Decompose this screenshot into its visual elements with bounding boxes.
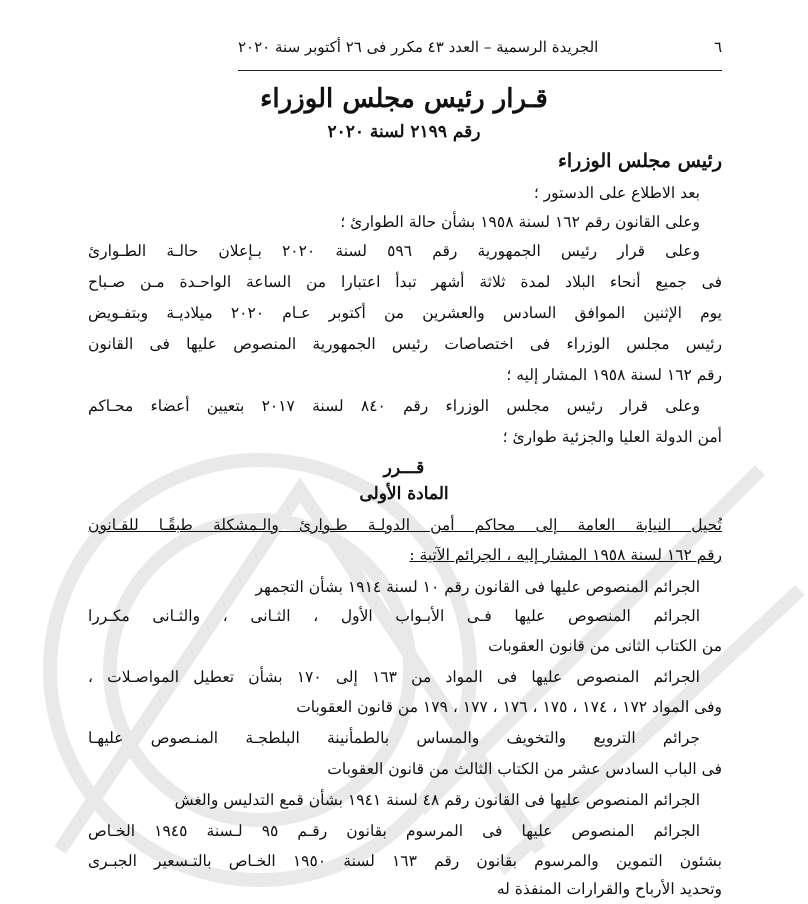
article-line: تُحيل النيابة العامة إلى محاكم أمن الدولـة طـوارئ والـمشكلة طبقًـا للقـانون [88,516,722,534]
article-line: من الكتاب الثانى من قانون العقوبات [488,637,722,655]
article-line: بشئون التموين والمرسوم بقانون رقم ١٦٣ لسنة ١٩٥٠ الخـاص بالتـسعير الجبـرى [88,852,722,870]
article-title: المادة الأولى [359,484,449,504]
article-line: الجرائم المنصوص عليها فـى الأبـواب الأول ، الثـانى ، والثـانى مكـررا [88,607,700,625]
preamble-line: فى جميع أنحاء البلاد لمدة ثلاثة أشهر تبدأ اعتبارا من الساعة الواحـدة مـن صـباح [88,273,722,291]
publication-info: الجريدة الرسمية – العدد ٤٣ مكرر فى ٢٦ أكتوبر سنة ٢٠٢٠ [238,38,599,56]
page-number: ٦ [713,38,722,56]
article-line: وتحديد الأرباح والقرارات المنفذة له [496,880,722,898]
decree-issuer: رئيس مجلس الوزراء [557,150,722,172]
preamble-line: رئيس مجلس الوزراء فى اختصاصات رئيس الجمهورية المنصوص عليها فى القانون [88,335,722,353]
article-line: فى الباب السادس عشر من الكتاب الثالث من قانون العقوبات [327,760,722,778]
preamble-line: وعلى القانون رقم ١٦٢ لسنة ١٩٥٨ بشأن حالة الطوارئ ؛ [340,213,700,231]
article-line: وفى المواد ١٧٢ ، ١٧٤ ، ١٧٥ ، ١٧٦ ، ١٧٧ ، ١٧٩ من قانون العقوبات [296,698,722,716]
preamble-line: أمن الدولة العليا والجزئية طوارئ ؛ [502,428,722,446]
preamble-line: وعلى قرار رئيس الجمهورية رقم ٥٩٦ لسنة ٢٠٢٠ بـإعلان حالـة الطـوارئ [88,242,700,260]
article-line: الجرائم المنصوص عليها فى القانون رقم ٤٨ لسنة ١٩٤١ بشأن قمع التدليس والغش [174,791,700,809]
preamble-line: وعلى قرار رئيس مجلس الوزراء رقم ٨٤٠ لسنة ٢٠١٧ بتعيين أعضاء محـاكم [88,397,700,415]
article-line: الجرائم المنصوص عليها فى المواد من ١٦٣ إلى ١٧٠ بشأن تعطيل المواصـلات ، [88,668,700,686]
article-line: جرائم الترويع والتخويف والمساس بالطمأنينة البلطجـة المنـصوص عليهـا [88,729,700,747]
decree-title: قـرار رئيس مجلس الوزراء [260,84,548,114]
header-divider [238,70,722,71]
page-header [238,38,722,56]
preamble-line: رقم ١٦٢ لسنة ١٩٥٨ المشار إليه ؛ [506,366,722,384]
preamble-line: بعد الاطلاع على الدستور ؛ [533,184,700,202]
decided-heading: قـــرر [383,458,425,478]
preamble-line: يوم الإثنين الموافق السادس والعشرين من أكتوبر عـام ٢٠٢٠ ميلاديـة وبتفـويض [88,304,722,322]
article-line: الجرائم المنصوص عليها فى القانون رقم ١٠ لسنة ١٩١٤ بشأن التجمهر [255,578,700,596]
article-line: رقم ١٦٢ لسنة ١٩٥٨ المشار إليه ، الجرائم الآتية : [409,546,722,564]
decree-number: رقم ٢١٩٩ لسنة ٢٠٢٠ [327,122,481,142]
article-line: الجرائم المنصوص عليها فى المرسوم بقانون رقـم ٩٥ لـسنة ١٩٤٥ الخـاص [88,822,701,840]
